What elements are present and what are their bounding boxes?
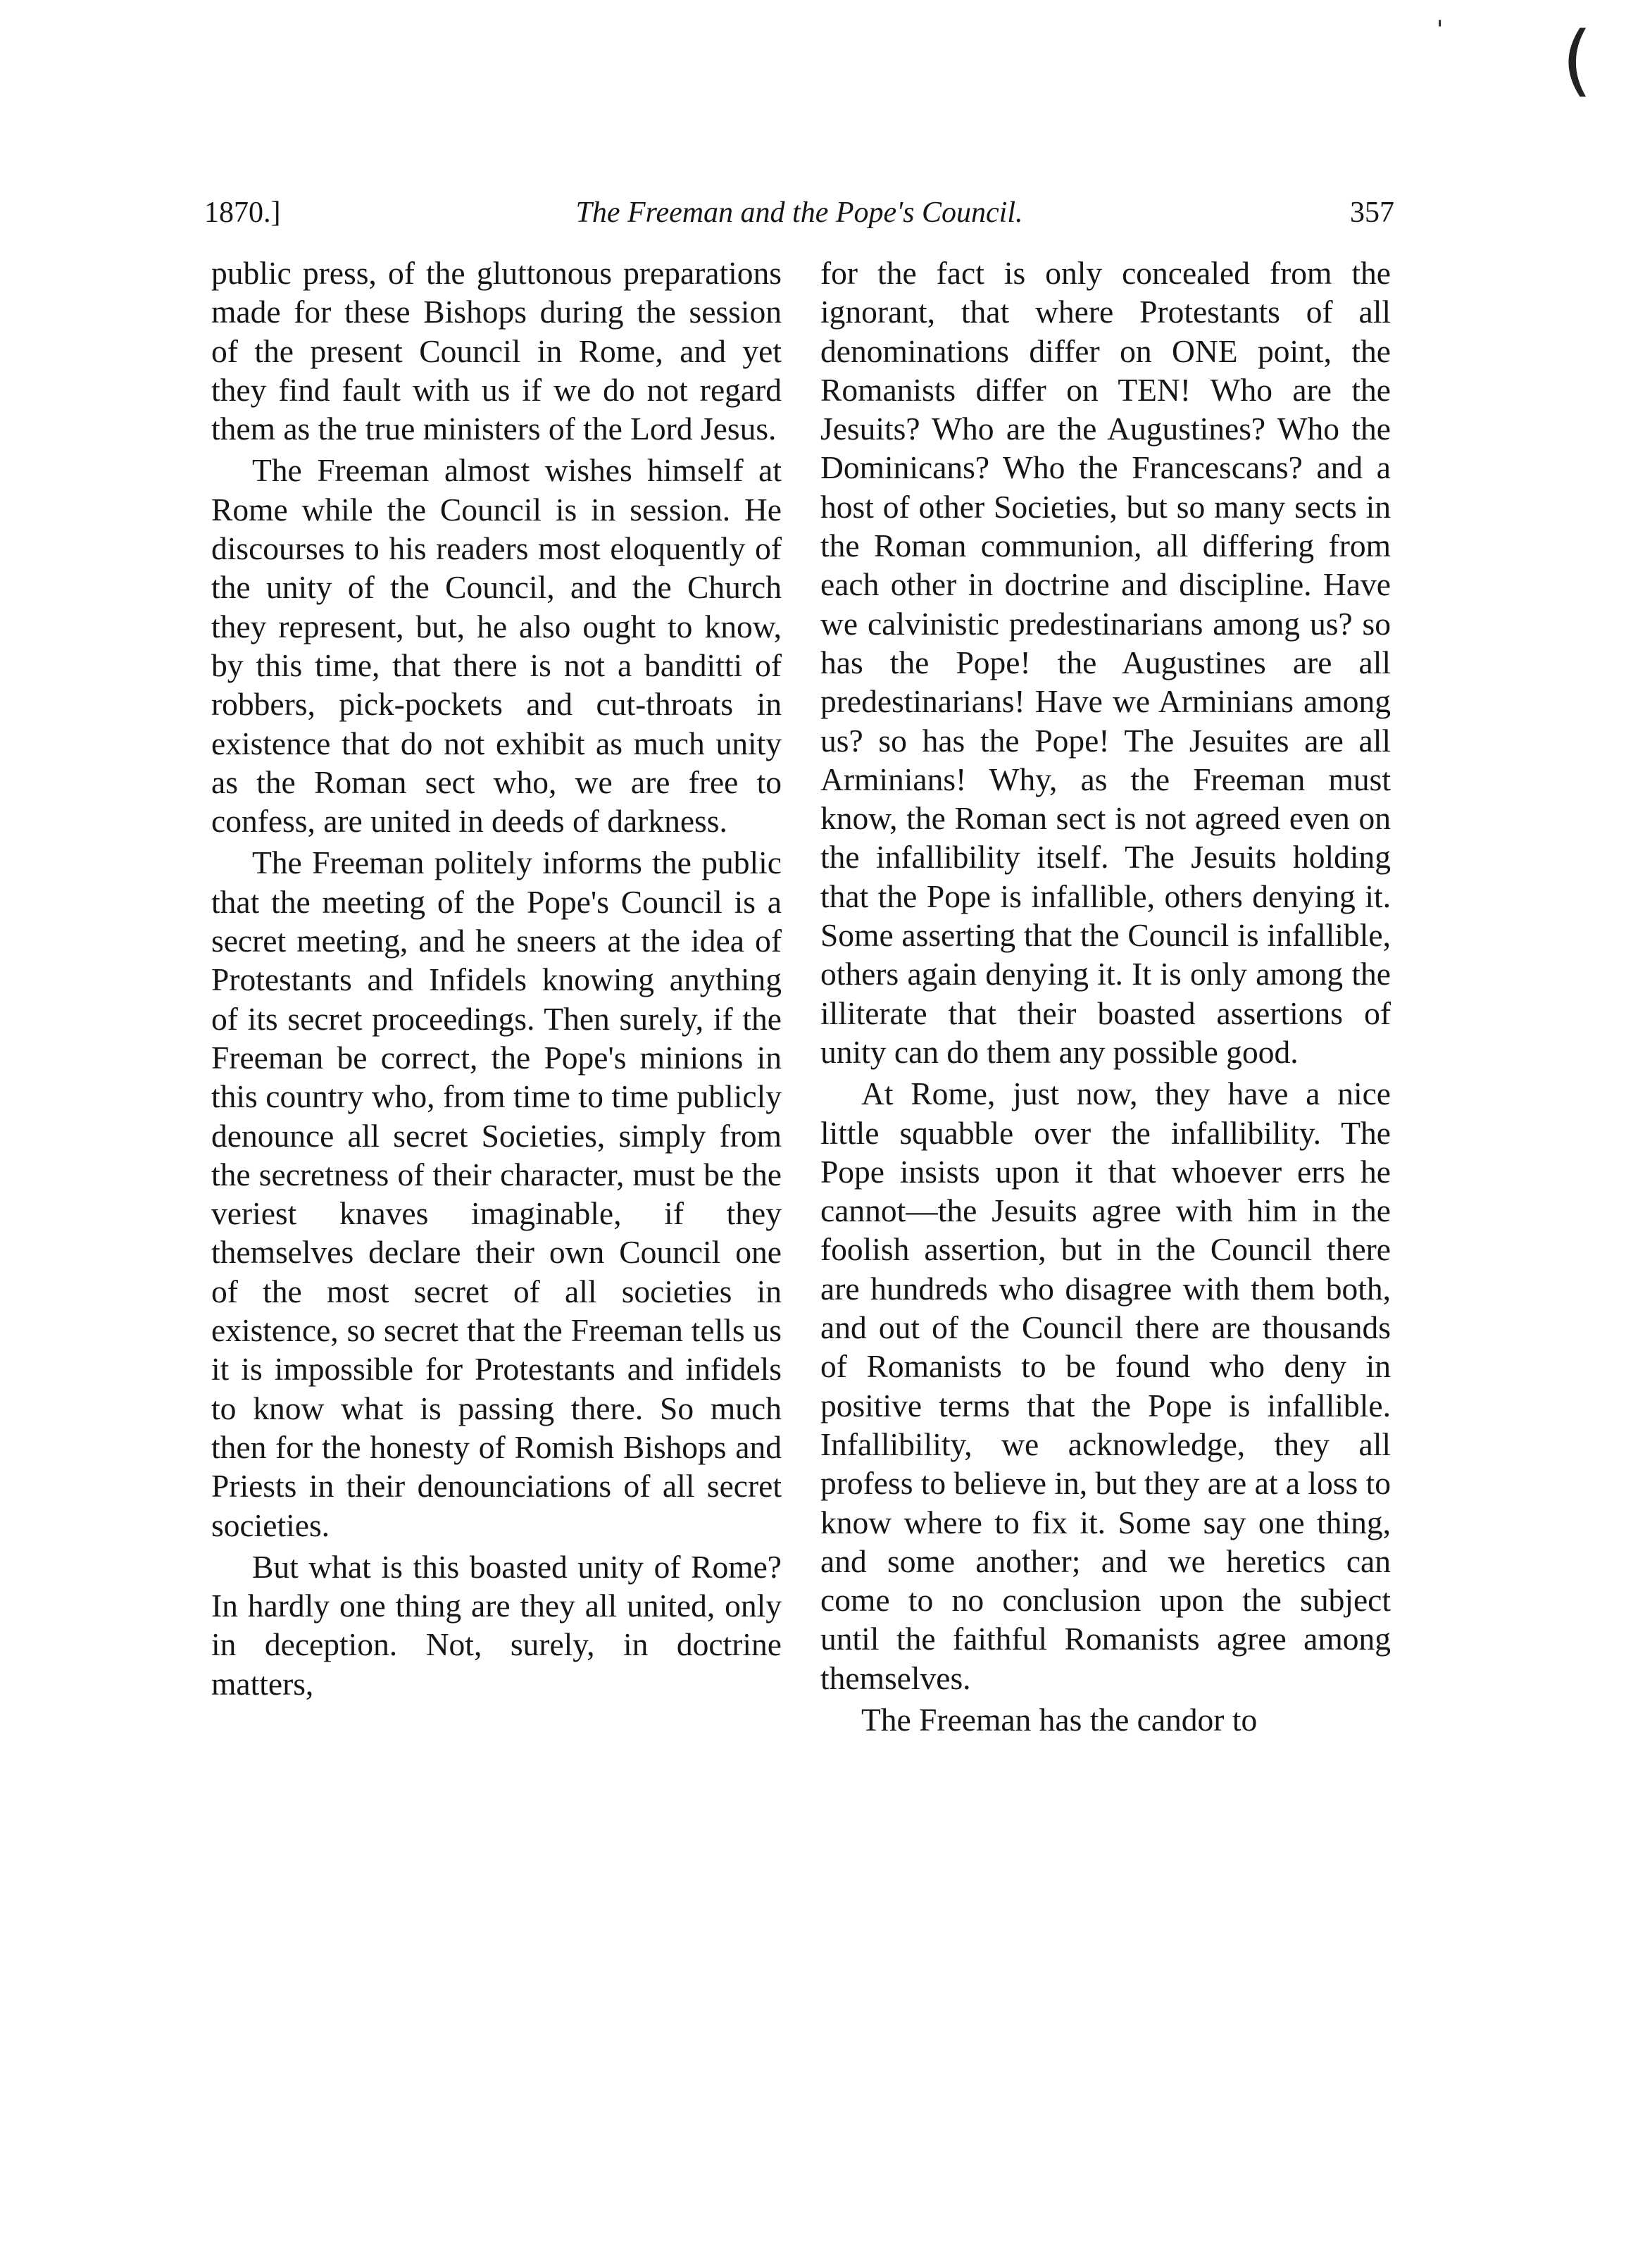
- margin-tick-mark: ': [1437, 15, 1444, 44]
- paragraph: At Rome, just now, they have a nice little squabble over the infallibility. The Pope insists upon it that whoever errs he cannot—the Jesuits agree with him in the foolish assertion, but in the Council there are hundreds who disagree with them both, and out of the Council there are thousands of Romanists to be found who deny in positive terms that the Pope is infallible. Infallibility, we acknowledge, they all profess to believe in, but they are at a loss to know where to fix it. Some say one thing, and some another; and we heretics can come to no conclusion upon the subject until the faithful Romanists agree among themselves.: [820, 1076, 1391, 1696]
- paragraph: The Freeman has the candor to: [861, 1701, 1258, 1738]
- left-column: [211, 254, 782, 1703]
- page-number: 357: [1350, 197, 1394, 229]
- paragraph: The Freeman almost wishes himself at Rome while the Council is in session. He discourses to his readers most eloquently of the unity of the Council, and the Church they represent, but, he also ought to know, by this time, that there is not a banditti of robbers, pick-pockets and cut-throats in existence that do not exhibit as much unity as the Roman sect who, we are free to confess, are united in deeds of darkness.: [211, 452, 782, 840]
- paragraph: The Freeman politely informs the public that the meeting of the Pope's Council is a secret meeting, and he sneers at the idea of Protestants and Infidels knowing anything of its secret proceedings. Then surely, if the Freeman be correct, the Pope's minions in this country who, from time to time publicly denounce all secret Societies, simply from the secretness of their character, must be the veriest knaves imaginable, if they themselves declare their own Council one of the most secret of all societies in existence, so secret that the Freeman tells us it is impossible for Protestants and infidels to know what is passing there. So much then for the honesty of Romish Bishops and Priests in their denounciations of all secret societies.: [211, 845, 782, 1543]
- right-column: [820, 254, 1391, 1739]
- margin-bracket-mark: (: [1562, 15, 1592, 105]
- page-header: [204, 192, 1394, 234]
- header-year: 1870.]: [204, 197, 281, 229]
- running-title: The Freeman and the Pope's Council.: [575, 197, 1023, 229]
- paragraph: public press, of the gluttonous preparations made for these Bishops during the session of the present Council in Rome, and yet they find fault with us if we do not regard them as the true ministers of the Lord Jesus.: [211, 255, 782, 447]
- paragraph: for the fact is only concealed from the ignorant, that where Protestants of all denominations differ on ONE point, the Romanists differ on TEN! Who are the Jesuits? Who are the Augustines? Who the Dominicans? Who the Francescans? and a host of other Societies, but so many sects in the Roman communion, all differing from each other in doctrine and discipline. Have we calvinistic predestinarians among us? so has the Pope! the Augustines are all predestinarians! Have we Arminians among us? so has the Pope! The Jesuites are all Arminians! Why, as the Freeman must know, the Roman sect is not agreed even on the infallibility itself. The Jesuits holding that the Pope is infallible, others denying it. Some asserting that the Council is infallible, others again denying it. It is only among the illiterate that their boasted assertions of unity can do them any possible good.: [820, 255, 1391, 1070]
- paragraph: But what is this boasted unity of Rome? In hardly one thing are they all united, only in deception. Not, surely, in doctrine matters,: [211, 1548, 782, 1702]
